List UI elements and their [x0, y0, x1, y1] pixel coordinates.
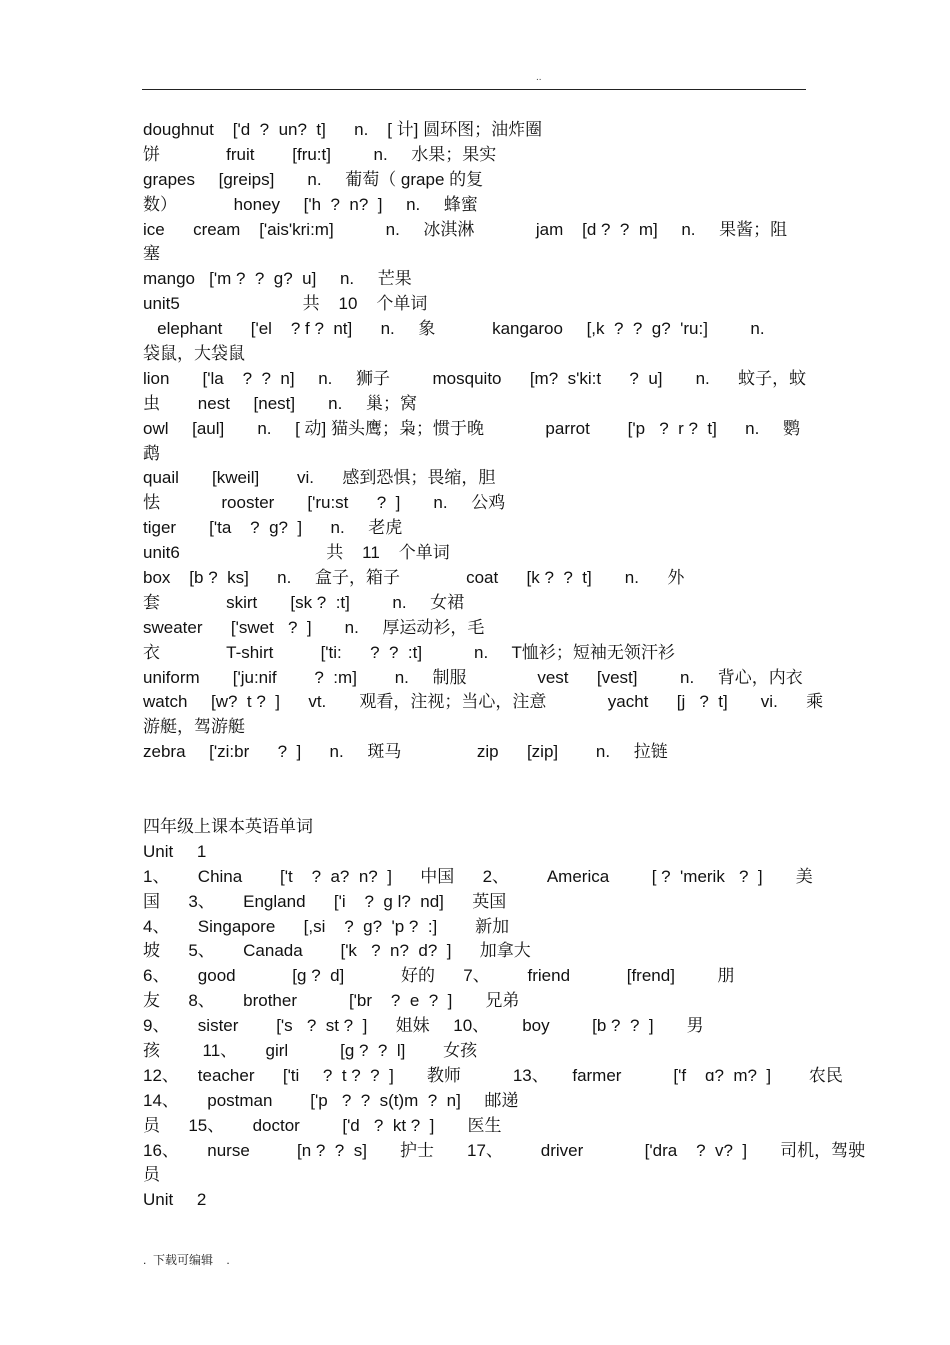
- text-line: 四年级上课本英语单词: [143, 816, 313, 836]
- header-mark: ..: [536, 72, 542, 83]
- text-line: Unit 1: [143, 841, 207, 861]
- text-line: box [b ? ks] n. 盒子，箱子 coat [k ? ? t] n. 外: [143, 568, 685, 588]
- text-line: ice cream ['ais'kri:m] n. 冰淇淋 jam [d ? ? m] n. 果酱；阻: [143, 219, 788, 239]
- text-line: watch [w? t ? ] vt. 观看，注视；当心，注意 yacht [j ? t] vi. 乘: [143, 692, 824, 712]
- text-line: elephant ['el ? f ? nt] n. 象 kangaroo [,k ? ? g? 'ru:] n.: [143, 319, 765, 339]
- text-line: 友 8、 brother ['br ? e ? ] 兄弟: [143, 991, 520, 1011]
- text-line: 怯 rooster ['ru:st ? ] n. 公鸡: [143, 493, 506, 513]
- vocabulary-document: [143, 118, 866, 1213]
- text-line: 塞: [143, 244, 160, 264]
- text-line: 游艇，驾游艇: [143, 717, 245, 737]
- text-line: mango ['m ? ? g? u] n. 芒果: [143, 269, 412, 289]
- text-line: zebra ['zi:br ? ] n. 斑马 zip [zip] n. 拉链: [143, 742, 668, 762]
- text-line: 数） honey ['h ? n? ] n. 蜂蜜: [143, 194, 478, 214]
- vocab-block-grade4-unit1: [143, 815, 866, 1213]
- vocab-block-units-5-6: [143, 118, 824, 765]
- text-line: 坡 5、 Canada ['k ? n? d? ] 加拿大: [143, 941, 531, 961]
- footer-note: . 下载可编辑 .: [143, 1253, 230, 1267]
- section-gap: [143, 765, 807, 815]
- text-line: 套 skirt [sk ? :t] n. 女裙: [143, 592, 465, 612]
- text-line: grapes [greips] n. 葡萄（ grape 的复: [143, 169, 484, 189]
- text-line: 鹉: [143, 443, 160, 463]
- text-line: sweater ['swet ? ] n. 厚运动衫，毛: [143, 617, 485, 637]
- text-line: tiger ['ta ? g? ] n. 老虎: [143, 518, 403, 538]
- text-line: quail [kweil] vi. 感到恐惧；畏缩，胆: [143, 468, 496, 488]
- text-line: Unit 2: [143, 1190, 207, 1210]
- text-line: 员: [143, 1165, 160, 1185]
- text-line: lion ['la ? ? n] n. 狮子 mosquito [m? s'ki:t ? u] n. 蚊子，蚊: [143, 368, 807, 388]
- text-line: 国 3、 England ['i ? g l? nd] 英国: [143, 891, 507, 911]
- text-line: 孩 11、 girl [g ? ? l] 女孩: [143, 1040, 478, 1060]
- text-line: unit6 共 11 个单词: [143, 543, 450, 563]
- text-line: 员 15、 doctor ['d ? kt ? ] 医生: [143, 1115, 502, 1135]
- text-line: 饼 fruit [fru:t] n. 水果；果实: [143, 144, 497, 164]
- text-line: 12、 teacher ['ti ? t ? ? ] 教师 13、 farmer ['f ɑ? m? ] 农民: [143, 1065, 843, 1085]
- header-divider: [142, 89, 806, 90]
- text-line: 袋鼠，大袋鼠: [143, 344, 245, 364]
- text-line: 9、 sister ['s ? st ? ] 姐妹 10、 boy [b ? ? ] 男: [143, 1016, 704, 1036]
- text-line: 衣 T-shirt ['ti: ? ? :t] n. T恤衫；短袖无领汗衫: [143, 642, 675, 662]
- text-line: uniform ['ju:nif ? :m] n. 制服 vest [vest] n. 背心，内衣: [143, 667, 803, 687]
- text-line: unit5 共 10 个单词: [143, 294, 428, 314]
- text-line: 16、 nurse [n ? ? s] 护士 17、 driver ['dra ? v? ] 司机，驾驶: [143, 1140, 866, 1160]
- text-line: 1、 China ['t ? a? n? ] 中国 2、 America [ ? 'merik ? ] 美: [143, 866, 813, 886]
- text-line: 14、 postman ['p ? ? s(t)m ? n] 邮递: [143, 1090, 519, 1110]
- text-line: owl [aul] n. [ 动] 猫头鹰；枭；惯于晚 parrot ['p ? r ? t] n. 鹦: [143, 418, 800, 438]
- text-line: 虫 nest [nest] n. 巢；窝: [143, 393, 417, 413]
- text-line: 4、 Singapore [,si ? g? 'p ? :] 新加: [143, 916, 510, 936]
- text-line: 6、 good [g ? d] 好的 7、 friend [frend] 朋: [143, 966, 735, 986]
- text-line: doughnut ['d ? un? t] n. [ 计] 圆环图；油炸圈: [143, 120, 543, 139]
